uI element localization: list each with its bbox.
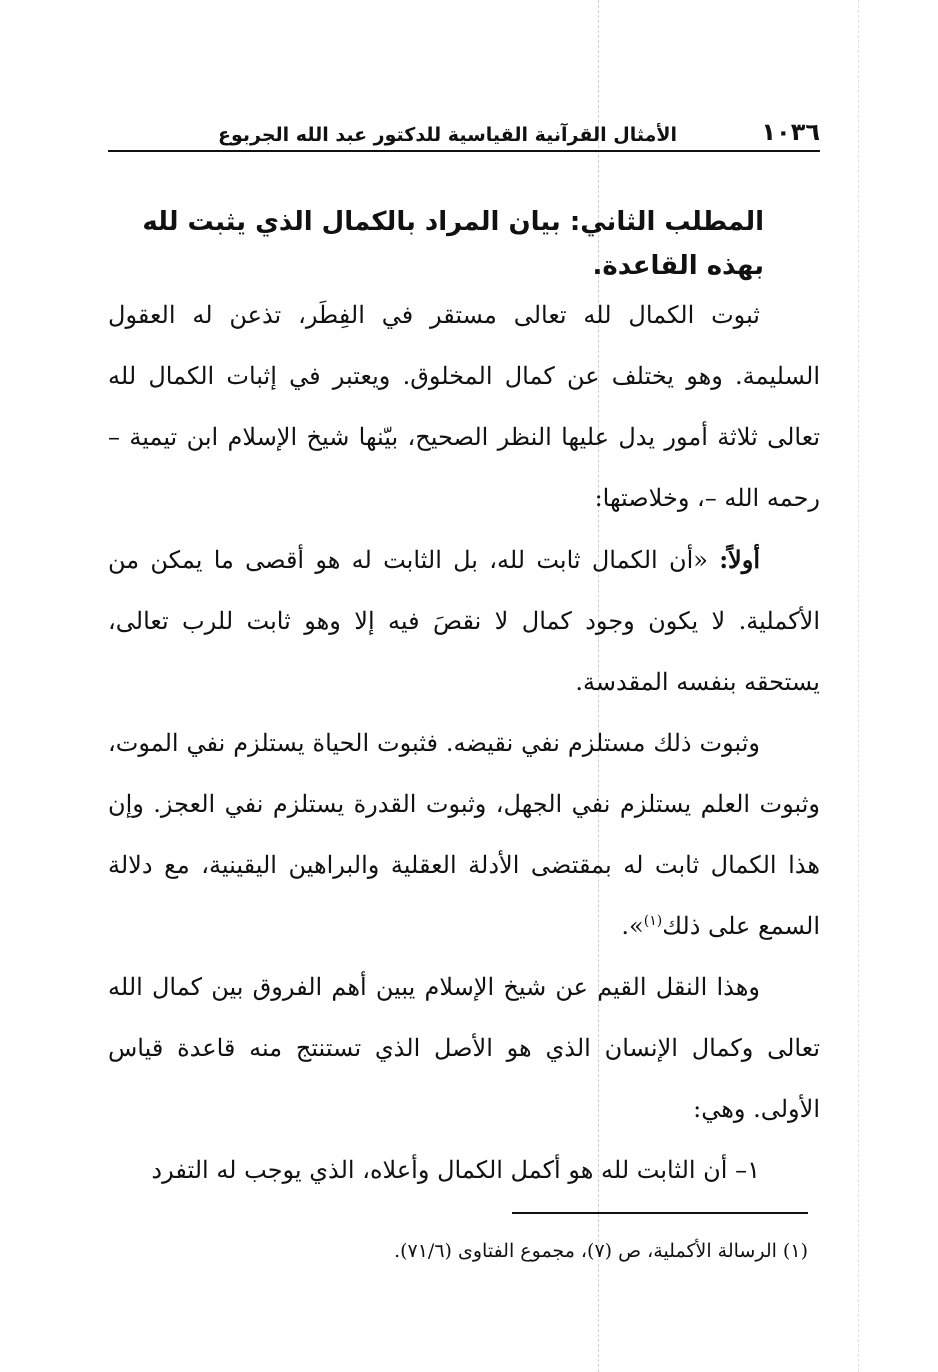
footnote-separator bbox=[512, 1212, 808, 1214]
paragraph bbox=[108, 529, 820, 713]
paragraph-text: ». bbox=[621, 912, 644, 940]
paragraph-text: وثبوت ذلك مستلزم نفي نقيضه. فثبوت الحياة يستلزم نفي الموت، وثبوت العلم يستلزم نفي الجهل، وثبوت القدرة يستلزم نفي العجز. وإن هذا الكمال ثابت له بمقتضى الأدلة العقلية والبراهين اليقينية، مع دلالة السمع على ذلك bbox=[108, 729, 820, 940]
footnote: (١) الرسالة الأكملية، ص (٧)، مجموع الفتاوى (٧١/٦). bbox=[394, 1240, 808, 1262]
body-text bbox=[108, 285, 820, 1201]
paragraph: ثبوت الكمال لله تعالى مستقر في الفِطَر، تذعن له العقول السليمة. وهو يختلف عن كمال المخلوق. ويعتبر في إثبات الكمال لله تعالى ثلاثة أمور يدل عليها النظر الصحيح، بيّنها شيخ الإسلام ابن تيمية – رحمه الله –، وخلاصتها: bbox=[108, 301, 820, 512]
paragraph bbox=[108, 713, 820, 957]
page-number: ١٠٣٦ bbox=[761, 118, 820, 146]
footnote-reference: (١) bbox=[643, 913, 663, 929]
running-header bbox=[108, 112, 820, 152]
paragraph-lead: أولاً: bbox=[719, 545, 760, 574]
section-heading: المطلب الثاني: بيان المراد بالكمال الذي يثبت لله بهذه القاعدة. bbox=[142, 207, 764, 281]
paragraph: وهذا النقل القيم عن شيخ الإسلام يبين أهم الفروق بين كمال الله تعالى وكمال الإنسان الذي هو الأصل الذي تستنتج منه قاعدة قياس الأولى. وهي: bbox=[108, 973, 820, 1123]
book-title: الأمثال القرآنية القياسية للدكتور عبد الله الجربوع bbox=[218, 124, 678, 146]
scan-fold-line bbox=[858, 0, 859, 1372]
paragraph-text: «أن الكمال ثابت لله، بل الثابت له هو أقصى ما يمكن من الأكملية. لا يكون وجود كمال لا نقصَ فيه إلا وهو ثابت للرب تعالى، يستحقه بنفسه المقدسة. bbox=[108, 546, 820, 696]
paragraph: ١– أن الثابت لله هو أكمل الكمال وأعلاه، الذي يوجب له التفرد bbox=[151, 1156, 760, 1184]
